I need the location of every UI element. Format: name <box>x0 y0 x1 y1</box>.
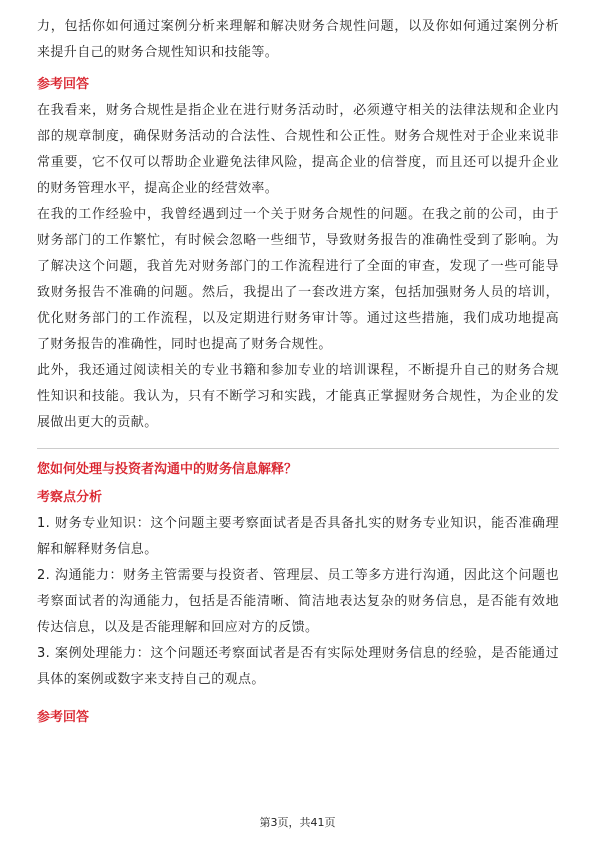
analysis-label: 考察点分析 <box>37 490 103 505</box>
section-divider <box>37 448 559 449</box>
analysis-point: 3. 案例处理能力：这个问题还考察面试者是否有实际处理财务信息的经验，是否能通过具体的案例或数字来支持自己的观点。 <box>37 646 559 687</box>
top-paragraph: 力，包括你如何通过案例分析来理解和解决财务合规性问题，以及你如何通过案例分析来提升自己的财务合规性知识和技能等。 <box>37 19 559 60</box>
answer-paragraph: 在我的工作经验中，我曾经遇到过一个关于财务合规性的问题。在我之前的公司，由于财务部门的工作繁忙，有时候会忽略一些细节，导致财务报告的准确性受到了影响。为了解决这个问题，我首先对财务部门的工作流程进行了全面的审查，发现了一些可能导致财务报告不准确的问题。然后，我提出了一套改进方案，包括加强财务人员的培训，优化财务部门的工作流程，以及定期进行财务审计等。通过这些措施，我们成功地提高了财务报告的准确性，同时也提高了财务合规性。 <box>37 207 559 352</box>
analysis-point: 1. 财务专业知识：这个问题主要考察面试者是否具备扎实的财务专业知识，能否准确理解和解释财务信息。 <box>37 516 559 557</box>
answer-paragraph: 此外，我还通过阅读相关的专业书籍和参加专业的培训课程，不断提升自己的财务合规性知识和技能。我认为，只有不断学习和实践，才能真正掌握财务合规性，为企业的发展做出更大的贡献。 <box>37 363 559 430</box>
question-heading: 您如何处理与投资者沟通中的财务信息解释？ <box>37 462 298 477</box>
answer-label: 参考回答 <box>37 710 90 725</box>
answer-paragraph: 在我看来，财务合规性是指企业在进行财务活动时，必须遵守相关的法律法规和企业内部的规章制度，确保财务活动的合法性、合规性和公正性。财务合规性对于企业来说非常重要，它不仅可以帮助企业避免法律风险，提高企业的信誉度，而且还可以提升企业的财务管理水平，提高企业的经营效率。 <box>37 103 559 196</box>
answer-label: 参考回答 <box>37 77 90 92</box>
spacer <box>37 693 559 705</box>
document-body <box>37 14 559 731</box>
page-number: 第3页，共41页 <box>259 816 336 829</box>
analysis-point: 2. 沟通能力：财务主管需要与投资者、管理层、员工等多方进行沟通，因此这个问题也考察面试者的沟通能力，包括是否能清晰、简洁地表达复杂的财务信息，是否能有效地传达信息，以及是否能理解和回应对方的反馈。 <box>37 568 559 635</box>
